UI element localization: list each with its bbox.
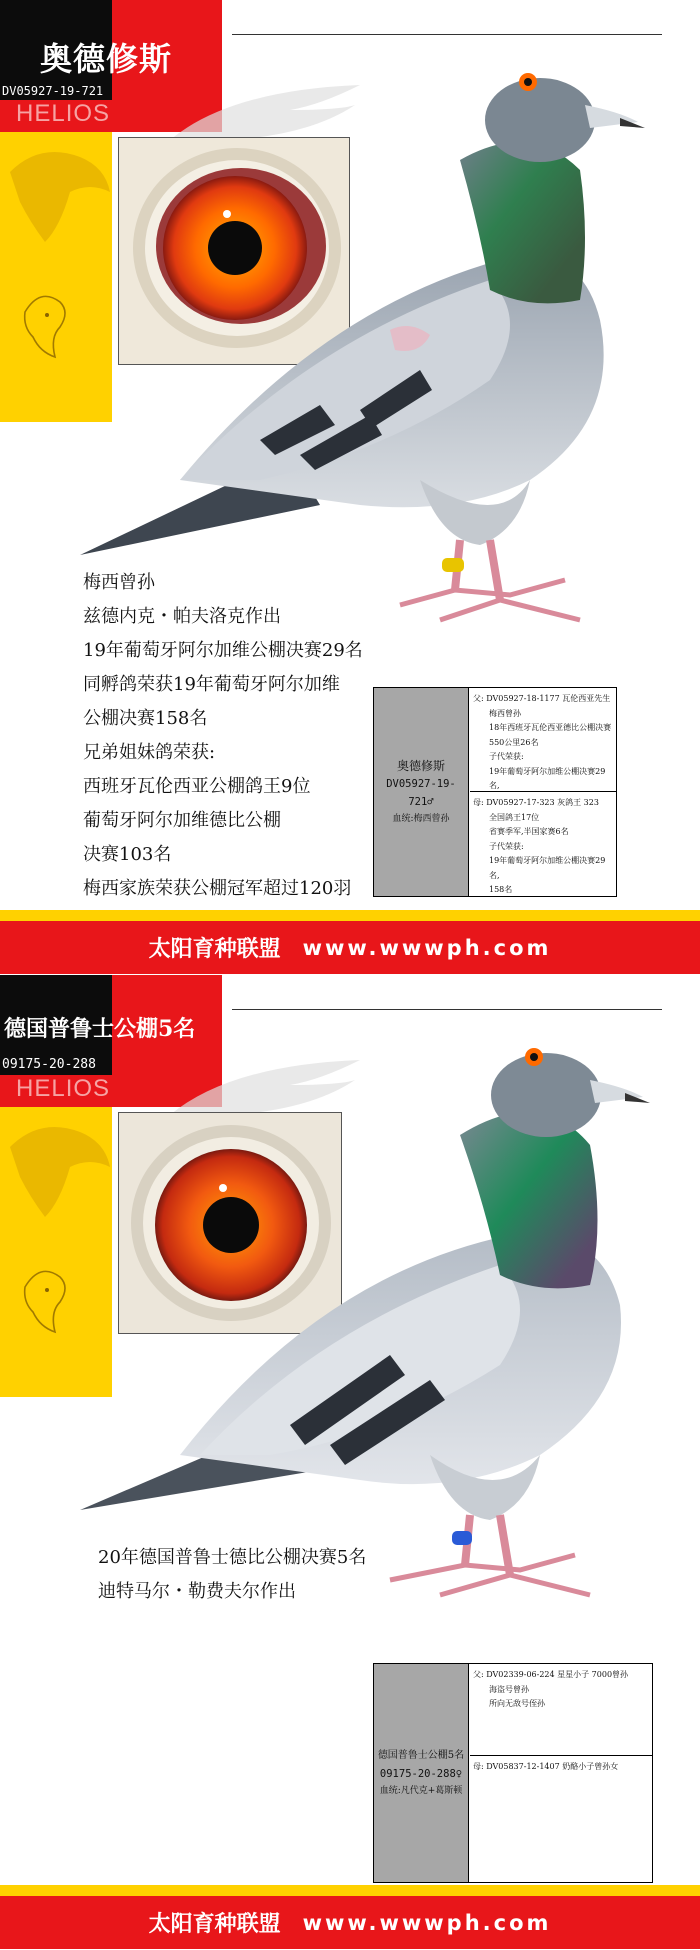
- description-line: 20年德国普鲁士德比公棚决赛5名: [98, 1547, 367, 1568]
- dam-line: 158名: [489, 885, 513, 894]
- pedigree-sire: [470, 1664, 652, 1756]
- pigeon-ring-code: DV05927-19-721: [2, 84, 104, 98]
- description-line: 迪特马尔・勒费夫尔作出: [98, 1581, 296, 1602]
- header-rule: [232, 1009, 662, 1010]
- pedigree-ring: 09175-20-288♀: [379, 1768, 463, 1780]
- pedigree-dam: [470, 792, 616, 896]
- pedigree-name: 奥德修斯: [396, 759, 445, 773]
- helios-watermark: HELIOS: [16, 100, 111, 127]
- dam-line: 子代荣获:: [489, 841, 524, 851]
- description-line: 兄弟姐妹鸽荣获:: [83, 742, 216, 763]
- pedigree-table: [373, 1663, 653, 1883]
- pedigree-sire: [470, 688, 616, 792]
- dam-header: 母: DV05927-17-323 灰鸽王 323: [473, 798, 599, 807]
- pigeon-ring-code: 09175-20-288: [2, 1057, 96, 1072]
- sire-line: 18年西班牙瓦伦西亚德比公棚决赛: [489, 723, 612, 732]
- sire-line: 所向无敌号侄孙: [489, 1699, 545, 1708]
- pedigree-bloodline: 血统:凡代克+葛斯顿: [379, 1786, 463, 1796]
- sire-line: 梅西曾孙: [489, 708, 521, 718]
- pigeon-description: [83, 566, 363, 906]
- sire-line: 19年葡萄牙阿尔加维公棚决赛29名,: [489, 766, 606, 790]
- description-line: 葡萄牙阿尔加维德比公棚: [83, 810, 281, 831]
- banner-url: www.wwwph.com: [302, 1910, 552, 1935]
- banner-yellow-stripe: [0, 1885, 700, 1896]
- sire-line: 海盗号曾孙: [489, 1684, 529, 1694]
- banner-red-bar: [0, 1896, 700, 1949]
- description-line: 公棚决赛158名: [83, 708, 208, 729]
- pedigree-bloodline: 血统:梅西曾孙: [392, 814, 450, 824]
- description-line: 梅西家族荣获公棚冠军超过120羽: [83, 878, 352, 899]
- banner-yellow-stripe: [0, 910, 700, 921]
- description-line: 兹德内克・帕夫洛克作出: [83, 606, 281, 627]
- pedigree-name: 德国普鲁士公棚5名: [377, 1750, 465, 1761]
- description-line: 决赛103名: [83, 844, 172, 865]
- sire-line: 550公里26名: [489, 737, 539, 747]
- dam-header: 母: DV05837-12-1407 奶酪小子曾孙女: [473, 1761, 619, 1771]
- helios-watermark: HELIOS: [16, 1075, 111, 1102]
- title-part: 德国普鲁士公棚5名: [4, 1016, 196, 1042]
- pigeon-name-title: 奥德修斯: [40, 40, 173, 78]
- header-rule: [232, 34, 662, 35]
- banner-url: www.wwwph.com: [302, 935, 552, 960]
- dam-line: 19年葡萄牙阿尔加维公棚决赛29名,: [489, 856, 606, 880]
- brand-banner: [0, 910, 700, 974]
- banner-red-bar: [0, 921, 700, 974]
- pedigree-table: [373, 687, 617, 897]
- pedigree-parents: [470, 688, 616, 896]
- description-line: 梅西曾孙: [83, 572, 155, 593]
- sire-header: 父: DV02339-06-224 星星小子 7000曾孙: [473, 1670, 629, 1679]
- pigeon-description: [98, 1541, 366, 1609]
- dam-line: 省赛季军,半国家赛6名: [489, 827, 569, 836]
- pigeon-card-2: [0, 975, 700, 1950]
- description-line: 同孵鸽荣获19年葡萄牙阿尔加维: [83, 674, 340, 695]
- banner-brand-name: 太阳育种联盟: [148, 937, 281, 962]
- brand-banner: [0, 1885, 700, 1949]
- description-line: 西班牙瓦伦西亚公棚鸽王9位: [83, 776, 311, 797]
- pedigree-parents: [470, 1664, 652, 1882]
- pedigree-subject: [374, 1664, 469, 1882]
- pedigree-subject: [374, 688, 469, 896]
- banner-brand-name: 太阳育种联盟: [148, 1912, 281, 1937]
- sire-header: 父: DV05927-18-1177 瓦伦西亚先生: [473, 694, 611, 703]
- pedigree-dam: [470, 1756, 652, 1882]
- pedigree-ring: DV05927-19-721♂: [386, 778, 456, 808]
- description-line: 19年葡萄牙阿尔加维公棚决赛29名: [83, 640, 363, 661]
- dam-line: 全国鸽王17位: [489, 812, 540, 822]
- sire-line: 子代荣获:: [489, 752, 524, 761]
